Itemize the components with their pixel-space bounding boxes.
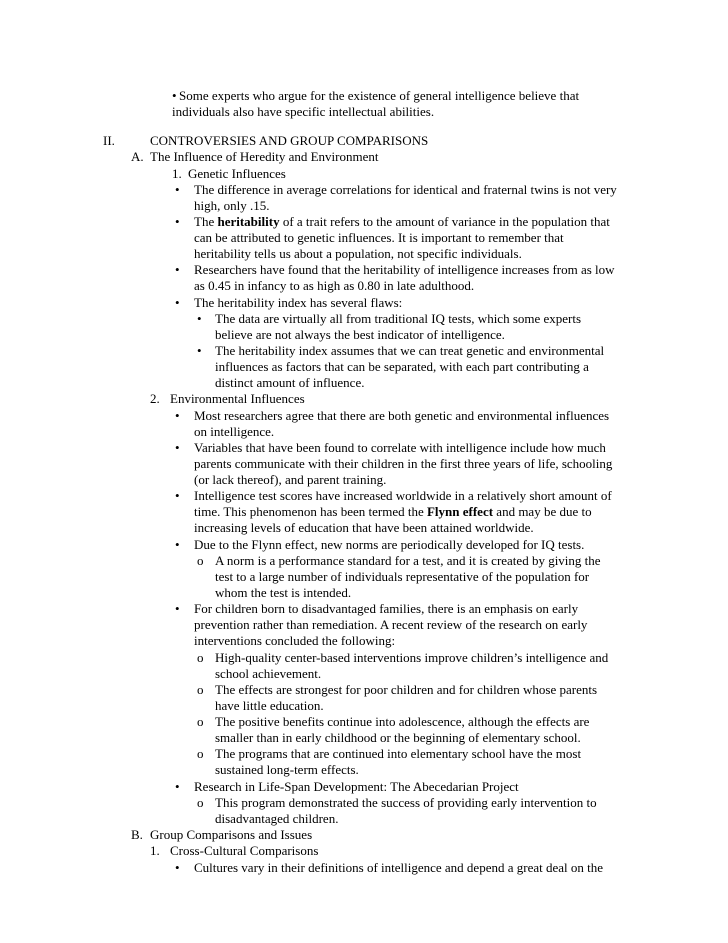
sub-bullet-text: test to a large number of individuals representative of the population for bbox=[215, 569, 590, 584]
outline-marker: 1. bbox=[172, 166, 182, 181]
sub-bullet-text: have little education. bbox=[215, 698, 324, 713]
bullet-text: high, only .15. bbox=[194, 198, 270, 213]
bullet-text: Due to the Flynn effect, new norms are periodically developed for IQ tests. bbox=[194, 537, 585, 552]
bullet-icon: • bbox=[175, 860, 180, 875]
bullet-text: heritability tells us about a population, not specific individuals. bbox=[194, 246, 522, 261]
hollow-bullet-icon: o bbox=[197, 650, 204, 665]
sub-bullet-text: A norm is a performance standard for a test, and it is created by giving the bbox=[215, 553, 601, 568]
intro-line: Some experts who argue for the existence of general intelligence believe that bbox=[179, 88, 580, 103]
bullet-icon: • bbox=[172, 88, 177, 103]
section-number: II. bbox=[103, 133, 115, 148]
bullet-icon: • bbox=[175, 779, 180, 794]
intro-line: individuals also have specific intellectual abilities. bbox=[172, 104, 435, 119]
hollow-bullet-icon: o bbox=[197, 553, 204, 568]
hollow-bullet-icon: o bbox=[197, 682, 204, 697]
bullet-icon: • bbox=[175, 440, 180, 455]
term-heritability: heritability bbox=[217, 214, 280, 229]
bullet-text: The heritability of a trait refers to the amount of variance in the population that bbox=[194, 214, 610, 229]
bullet-icon: • bbox=[175, 601, 180, 616]
subheading: Cross-Cultural Comparisons bbox=[170, 843, 319, 858]
sub-bullet-text: The programs that are continued into elementary school have the most bbox=[215, 746, 582, 761]
bullet-text: Cultures vary in their definitions of intelligence and depend a great deal on the bbox=[194, 860, 604, 875]
bullet-text: as 0.45 in infancy to as high as 0.80 in late adulthood. bbox=[194, 278, 475, 293]
bullet-icon: • bbox=[197, 343, 202, 358]
bullet-text: can be attributed to genetic influences. It is important to remember that bbox=[194, 230, 564, 245]
bullet-icon: • bbox=[197, 311, 202, 326]
hollow-bullet-icon: o bbox=[197, 714, 204, 729]
sub-bullet-text: High-quality center-based interventions improve children’s intelligence and bbox=[215, 650, 609, 665]
bullet-text: Intelligence test scores have increased worldwide in a relatively short amount of bbox=[194, 488, 612, 503]
subheading: Genetic Influences bbox=[188, 166, 286, 181]
sub-bullet-text: The heritability index assumes that we can treat genetic and environmental bbox=[215, 343, 605, 358]
section-title: CONTROVERSIES AND GROUP COMPARISONS bbox=[150, 133, 429, 148]
sub-bullet-text: The effects are strongest for poor children and for children whose parents bbox=[215, 682, 598, 697]
outline-marker: B. bbox=[131, 827, 143, 842]
bullet-text: interventions concluded the following: bbox=[194, 633, 396, 648]
sub-bullet-text: whom the test is intended. bbox=[215, 585, 352, 600]
sub-bullet-text: distinct amount of influence. bbox=[215, 375, 365, 390]
bullet-text: For children born to disadvantaged families, there is an emphasis on early bbox=[194, 601, 579, 616]
bullet-text: Research in Life-Span Development: The Abecedarian Project bbox=[194, 779, 519, 794]
sub-bullet-text: smaller than in early childhood or the beginning of elementary school. bbox=[215, 730, 581, 745]
sub-bullet-text: influences as factors that can be separated, with each part contributing a bbox=[215, 359, 589, 374]
sub-bullet-text: school achievement. bbox=[215, 666, 322, 681]
sub-bullet-text: This program demonstrated the success of providing early intervention to bbox=[215, 795, 597, 810]
bullet-icon: • bbox=[175, 182, 180, 197]
bullet-text: The difference in average correlations for identical and fraternal twins is not very bbox=[194, 182, 617, 197]
bullet-text: Most researchers agree that there are both genetic and environmental influences bbox=[194, 408, 610, 423]
bullet-text: Researchers have found that the heritability of intelligence increases from as low bbox=[194, 262, 615, 277]
hollow-bullet-icon: o bbox=[197, 795, 204, 810]
bullet-icon: • bbox=[175, 295, 180, 310]
outline-marker: A. bbox=[131, 149, 144, 164]
hollow-bullet-icon: o bbox=[197, 746, 204, 761]
sub-bullet-text: The positive benefits continue into adolescence, although the effects are bbox=[215, 714, 590, 729]
bullet-text: The heritability index has several flaws: bbox=[194, 295, 403, 310]
bullet-icon: • bbox=[175, 214, 180, 229]
subsection-title: Group Comparisons and Issues bbox=[150, 827, 313, 842]
term-flynn-effect: Flynn effect bbox=[426, 504, 494, 519]
bullet-icon: • bbox=[175, 262, 180, 277]
sub-bullet-text: The data are virtually all from traditional IQ tests, which some experts bbox=[215, 311, 582, 326]
bullet-icon: • bbox=[175, 408, 180, 423]
bullet-text: increasing levels of education that have been attained worldwide. bbox=[194, 520, 534, 535]
bullet-text: parents communicate with their children in the first three years of life, schooling bbox=[194, 456, 613, 471]
outline-marker: 2. bbox=[150, 391, 160, 406]
outline-marker: 1. bbox=[150, 843, 160, 858]
bullet-text: Variables that have been found to correlate with intelligence include how much bbox=[194, 440, 606, 455]
bullet-text: (or lack thereof), and parent training. bbox=[194, 472, 387, 487]
bullet-text: time. This phenomenon has been termed the Flynn effect and may be due to bbox=[194, 504, 592, 519]
bullet-icon: • bbox=[175, 488, 180, 503]
sub-bullet-text: believe are not always the best indicator of intelligence. bbox=[215, 327, 505, 342]
sub-bullet-text: disadvantaged children. bbox=[215, 811, 339, 826]
bullet-text: on intelligence. bbox=[194, 424, 275, 439]
sub-bullet-text: sustained long-term effects. bbox=[215, 762, 359, 777]
bullet-icon: • bbox=[175, 537, 180, 552]
bullet-text: prevention rather than remediation. A recent review of the research on early bbox=[194, 617, 588, 632]
subsection-title: The Influence of Heredity and Environment bbox=[150, 149, 379, 164]
subheading: Environmental Influences bbox=[170, 391, 305, 406]
